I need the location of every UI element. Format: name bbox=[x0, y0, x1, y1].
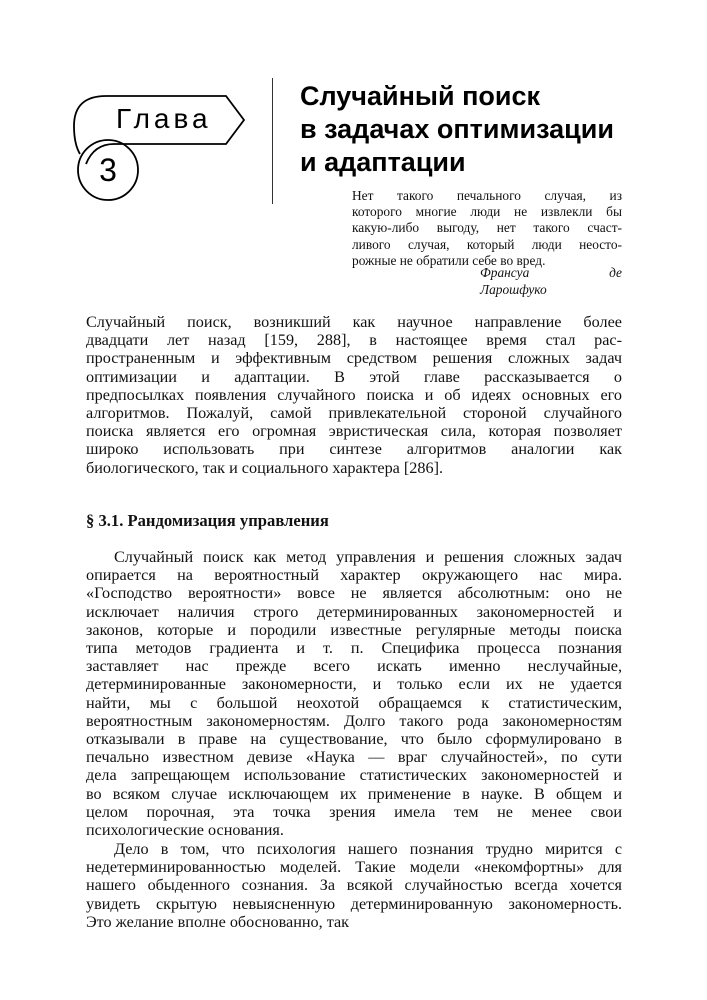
text-line: предпосылках появления случайного поиска и об идеях основных его bbox=[86, 385, 622, 404]
epigraph-line: Нет такого печального случая, из bbox=[352, 188, 622, 203]
chapter-badge bbox=[68, 82, 253, 202]
text-line: Это желание вполне обоснованно, так bbox=[86, 912, 350, 931]
chapter-title-line: в задачах оптимизации bbox=[300, 114, 614, 144]
text-line: во всяком случае исключающем их применение в науке. В общем и bbox=[86, 784, 622, 803]
epigraph-line: которого многие люди не извлекли бы bbox=[352, 204, 622, 220]
text-line: недетерминированностью моделей. Такие модели «некомфортны» для bbox=[86, 858, 622, 877]
text-line: отказывали в праве на существование, что было сформулировано в bbox=[86, 730, 622, 749]
text-line: исключает наличия строго детерминированных закономерностей и bbox=[86, 602, 622, 621]
text-line: широко использовать при синтезе алгоритмов аналогии как bbox=[86, 440, 622, 459]
text-line: печально известном девизе «Наука — враг случайностей», по сути bbox=[86, 748, 622, 767]
epigraph-author bbox=[480, 264, 622, 298]
chapter-title bbox=[300, 80, 640, 179]
text-line: двадцати лет назад [159, 288], в настоящее время стал рас- bbox=[86, 331, 622, 350]
author-particle: де bbox=[609, 265, 622, 280]
chapter-label: Глава bbox=[116, 103, 212, 134]
epigraph-line: какую-либо выгоду, нет такого счаст- bbox=[352, 220, 622, 236]
text-line: дела запрещающем использование статистических закономерностей и bbox=[86, 766, 622, 785]
section-heading: § 3.1. Рандомизация управления bbox=[86, 511, 329, 530]
text-line: целом порочная, эта точка зрения имела тем не менее свои bbox=[86, 802, 622, 821]
text-line: увидеть скрытую невыясненную детерминированную закономерность. bbox=[86, 894, 622, 913]
text-line: законов, которые и породили известные регулярные методы поиска bbox=[86, 620, 622, 639]
intro-paragraph bbox=[86, 313, 622, 477]
chapter-title-line: Случайный поиск bbox=[300, 81, 540, 111]
text-line: поиска является его огромная эвристическая сила, которая позволяет bbox=[86, 422, 622, 441]
text-line: Случайный поиск как метод управления и решения сложных задач bbox=[114, 548, 622, 566]
text-line: типа методов градиента и т. п. Специфика процесса познания bbox=[86, 639, 622, 658]
epigraph bbox=[352, 188, 622, 269]
section-paragraph-2 bbox=[86, 840, 622, 931]
text-line: психологические основания. bbox=[86, 821, 284, 840]
section-paragraph-1 bbox=[86, 548, 622, 839]
text-line: заставляет нас прежде всего искать именно неслучайные, bbox=[86, 657, 622, 676]
text-line: алгоритмов. Пожалуй, самой привлекательной стороной случайного bbox=[86, 404, 622, 423]
text-line: Случайный поиск, возникший как научное направление более bbox=[86, 313, 622, 331]
chapter-number: 3 bbox=[99, 152, 117, 188]
text-line: вероятностным закономерностям. Долго такого рода закономерностям bbox=[86, 711, 622, 730]
text-line: найти, мы с большой неохотой обращаемся к статистическим, bbox=[86, 693, 622, 712]
header-divider bbox=[272, 78, 273, 204]
epigraph-line: рожные не обратили себе во вред. bbox=[352, 252, 546, 268]
chapter-badge-outline bbox=[68, 82, 253, 202]
text-line: «Господство вероятности» вовсе не является абсолютным: оно не bbox=[86, 584, 622, 603]
author-first-name: Франсуа bbox=[480, 265, 530, 280]
text-line: нашего обыденного сознания. За всякой случайностью всегда хочется bbox=[86, 876, 622, 895]
text-line: опирается на вероятностный характер окружающего нас мира. bbox=[86, 566, 622, 585]
text-line: оптимизации и адаптации. В этой главе рассказывается о bbox=[86, 367, 622, 386]
text-line: биологического, так и социального характера [286]. bbox=[86, 458, 444, 477]
text-line: детерминированные закономерности, и только если их не удается bbox=[86, 675, 622, 694]
epigraph-line: ливого случая, который люди неосто- bbox=[352, 236, 622, 252]
text-line: Дело в том, что психология нашего познания трудно мирится с bbox=[114, 840, 622, 858]
chapter-title-line: и адаптации bbox=[300, 147, 466, 177]
author-last-name: Ларошфуко bbox=[480, 282, 547, 297]
text-line: пространенным и эффективным средством решения сложных задач bbox=[86, 349, 622, 368]
